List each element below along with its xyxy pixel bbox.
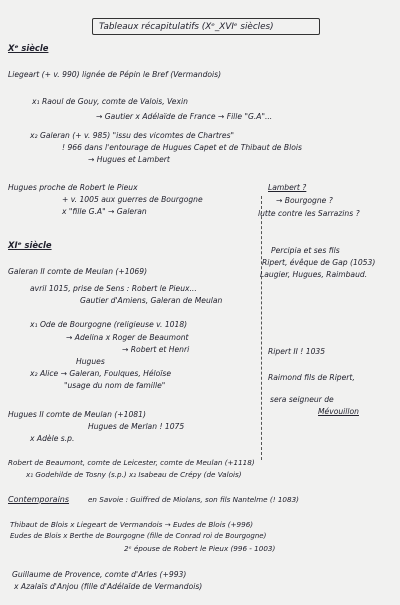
line-hugues-lambert: → Hugues et Lambert bbox=[88, 155, 170, 164]
line-thibaut: Thibaut de Blois x Liegeart de Vermandois → Eudes de Blois (+996) bbox=[10, 520, 254, 529]
line-usage-nom: "usage du nom de famille" bbox=[64, 381, 166, 390]
right-seigneur: sera seigneur de bbox=[270, 395, 334, 404]
line-ode: x₁ Ode de Bourgogne (religieuse v. 1018) bbox=[30, 320, 188, 329]
line-eudes: Eudes de Blois x Berthe de Bourgogne (fille de Conrad roi de Bourgogne) bbox=[10, 532, 267, 540]
line-adele: x Adèle s.p. bbox=[30, 434, 75, 443]
line-1005: + v. 1005 aux guerres de Bourgogne bbox=[62, 195, 203, 204]
right-sarrazins: lutte contre les Sarrazins ? bbox=[258, 209, 360, 218]
title-box bbox=[92, 18, 320, 35]
line-robert-henri: → Robert et Henri bbox=[122, 345, 190, 354]
line-epouse: 2ᵉ épouse de Robert le Pieux (996 - 1003) bbox=[124, 544, 276, 553]
right-ripert: Ripert, évêque de Gap (1053) bbox=[262, 258, 376, 267]
right-bourgogne: → Bourgogne ? bbox=[276, 196, 333, 205]
line-sens: avril 1015, prise de Sens : Robert le Pieux... bbox=[30, 284, 197, 293]
heading-contemporains: Contemporains bbox=[8, 495, 70, 504]
heading-11th-century: XIᵉ siècle bbox=[8, 240, 52, 250]
line-hugues-ii: Hugues II comte de Meulan (+1081) bbox=[8, 410, 146, 419]
line-liegeart: Liegeart (+ v. 990) lignée de Pépin le Bref (Vermandois) bbox=[8, 70, 222, 79]
line-966: ! 966 dans l'entourage de Hugues Capet et de Thibaut de Blois bbox=[62, 143, 302, 152]
line-fille-ga: x "fille G.A" → Galeran bbox=[62, 207, 147, 216]
line-gautier-amiens: Gautier d'Amiens, Galeran de Meulan bbox=[80, 296, 223, 305]
line-gautier: → Gautier x Adélaïde de France → Fille "G.A"... bbox=[96, 112, 273, 121]
line-azalais: x Azalaïs d'Anjou (fille d'Adélaïde de Vermandois) bbox=[14, 582, 203, 591]
line-hugues: Hugues proche de Robert le Pieux bbox=[8, 183, 138, 192]
line-galeran-ii: Galeran II comte de Meulan (+1069) bbox=[8, 267, 148, 276]
vertical-divider bbox=[261, 196, 262, 460]
line-galeran: x₂ Galeran (+ v. 985) "issu des vicomtes de Chartres" bbox=[30, 131, 235, 140]
line-raoul: x₁ Raoul de Gouy, comte de Valois, Vexin bbox=[32, 97, 188, 106]
right-raimond: Raimond fils de Ripert, bbox=[268, 373, 355, 382]
heading-10th-century: Xᵉ siècle bbox=[8, 43, 49, 53]
line-guillaume: Guillaume de Provence, comte d'Arles (+993) bbox=[12, 570, 187, 579]
line-merlan: Hugues de Merlan ! 1075 bbox=[88, 422, 185, 431]
right-mevouillon: Mévouillon bbox=[318, 407, 359, 416]
right-lambert: Lambert ? bbox=[268, 183, 307, 192]
right-percipia: Percipia et ses fils bbox=[271, 246, 340, 255]
line-alice: x₂ Alice → Galeran, Foulques, Héloïse bbox=[30, 369, 172, 378]
right-laugier: Laugier, Hugues, Raimbaud. bbox=[260, 270, 368, 279]
line-savoie: en Savoie : Guiffred de Miolans, son fils Nantelme (! 1083) bbox=[88, 495, 299, 504]
line-robert-beaumont: Robert de Beaumont, comte de Leicester, comte de Meulan (+1118) bbox=[8, 458, 255, 467]
line-adelina: → Adelina x Roger de Beaumont bbox=[66, 333, 189, 342]
line-godehilde: x₁ Godehilde de Tosny (s.p.) x₂ Isabeau de Crépy (de Valois) bbox=[26, 470, 242, 479]
line-hugues-son: Hugues bbox=[76, 357, 105, 366]
page-title: Tableaux récapitulatifs (Xᵉ_XVIᵉ siècles) bbox=[99, 22, 274, 32]
right-ripert-ii: Ripert II ! 1035 bbox=[268, 347, 326, 356]
